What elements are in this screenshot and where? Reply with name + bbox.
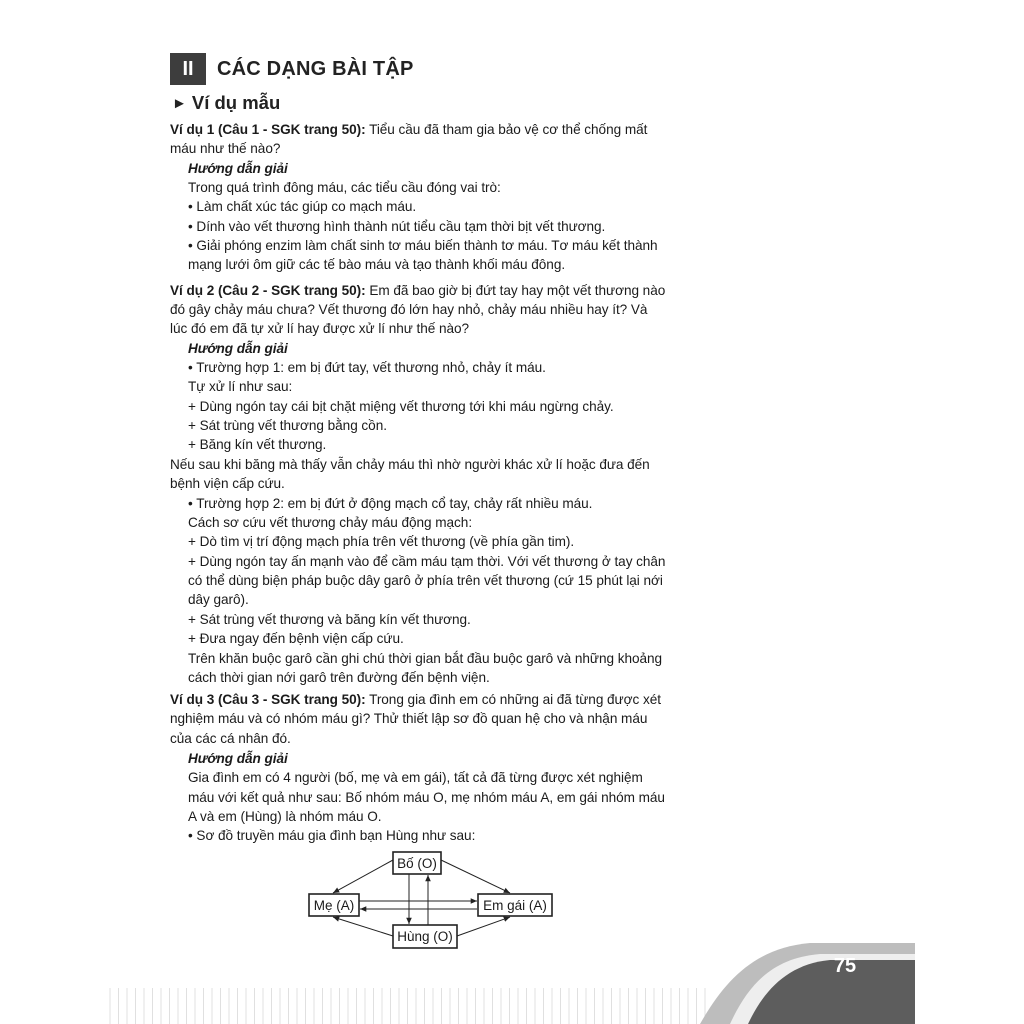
text-line bbox=[188, 668, 490, 688]
text-line bbox=[188, 178, 501, 198]
section-number-badge: II bbox=[170, 53, 206, 85]
text-run: Trong quá trình đông máu, các tiểu cầu đóng vai trò: bbox=[188, 180, 501, 195]
solution-heading: Hướng dẫn giải bbox=[188, 341, 288, 356]
text-line bbox=[170, 690, 661, 710]
text-run: dây garô). bbox=[188, 592, 249, 607]
text-line bbox=[170, 474, 285, 494]
text-line bbox=[188, 807, 381, 827]
text-run: máu với kết quả như sau: Bố nhóm máu O, mẹ nhóm máu A, em gái nhóm máu bbox=[188, 790, 665, 805]
text-line bbox=[170, 300, 647, 320]
text-run: + Sát trùng vết thương bằng cồn. bbox=[188, 418, 387, 433]
arrow-hung-emgai bbox=[457, 917, 510, 936]
text-line bbox=[188, 768, 643, 788]
text-run: máu như thế nào? bbox=[170, 141, 281, 156]
text-line bbox=[188, 494, 592, 514]
text-run: Nếu sau khi băng mà thấy vẫn chảy máu thì nhờ người khác xử lí hoặc đưa đến bbox=[170, 457, 650, 472]
text-run: + Dò tìm vị trí động mạch phía trên vết thương (về phía gần tim). bbox=[188, 534, 575, 549]
text-line bbox=[188, 649, 662, 669]
text-line bbox=[188, 571, 663, 591]
text-run: Tiểu cầu đã tham gia bảo vệ cơ thể chống mất bbox=[365, 122, 648, 137]
triangle-marker-icon: ► bbox=[172, 95, 187, 112]
text-run: có thể dùng biện pháp buộc dây garô ở phía trên vết thương (cứ 15 phút lại nới bbox=[188, 573, 663, 588]
text-line bbox=[170, 139, 280, 159]
text-run: • Sơ đồ truyền máu gia đình bạn Hùng như sau: bbox=[188, 828, 476, 843]
text-line bbox=[170, 281, 665, 301]
text-line bbox=[170, 729, 291, 749]
node-emgai: Em gái (A) bbox=[483, 898, 547, 913]
text-run: nghiệm máu và có nhóm máu gì? Thử thiết lập sơ đồ quan hệ cho và nhận máu bbox=[170, 711, 648, 726]
text-run: Em đã bao giờ bị đứt tay hay một vết thương nào bbox=[365, 283, 666, 298]
text-run: đó gây chảy máu chưa? Vết thương đó lớn hay nhỏ, chảy máu nhiều hay ít? Và bbox=[170, 302, 648, 317]
text-line bbox=[188, 590, 249, 610]
text-run: • Làm chất xúc tác giúp co mạch máu. bbox=[188, 199, 417, 214]
text-line bbox=[188, 217, 605, 237]
page-corner-decoration bbox=[700, 940, 915, 1024]
node-me: Mẹ (A) bbox=[313, 898, 355, 913]
text-line bbox=[188, 629, 404, 649]
text-run: Tự xử lí như sau: bbox=[188, 379, 293, 394]
text-line bbox=[170, 709, 647, 729]
text-line bbox=[188, 749, 288, 769]
text-run: của các cá nhân đó. bbox=[170, 731, 291, 746]
text-run: + Đưa ngay đến bệnh viện cấp cứu. bbox=[188, 631, 404, 646]
node-hung: Hùng (O) bbox=[397, 929, 453, 944]
example-label: Ví dụ 3 (Câu 3 - SGK trang 50): bbox=[170, 692, 366, 707]
node-bo: Bố (O) bbox=[397, 856, 437, 871]
section-heading bbox=[170, 52, 414, 86]
text-run: A và em (Hùng) là nhóm máu O. bbox=[188, 809, 382, 824]
text-run: Trên khăn buộc garô cần ghi chú thời gian bắt đầu buộc garô và những khoảng bbox=[188, 651, 663, 666]
text-line bbox=[188, 513, 472, 533]
subheading-text: Ví dụ mẫu bbox=[191, 92, 281, 113]
text-run: • Trường hợp 2: em bị đứt ở động mạch cổ tay, chảy rất nhiều máu. bbox=[188, 496, 593, 511]
text-line bbox=[170, 319, 469, 339]
text-line bbox=[188, 788, 665, 808]
text-run: lúc đó em đã tự xử lí hay được xử lí như thế nào? bbox=[170, 321, 470, 336]
text-line bbox=[188, 358, 546, 378]
solution-heading: Hướng dẫn giải bbox=[188, 161, 288, 176]
text-run: + Dùng ngón tay ấn mạnh vào để cầm máu tạm thời. Với vết thương ở tay chân bbox=[188, 554, 666, 569]
text-line bbox=[188, 826, 475, 846]
text-run: Gia đình em có 4 người (bố, mẹ và em gái), tất cả đã từng được xét nghiệm bbox=[188, 770, 643, 785]
section-title: CÁC DẠNG BÀI TẬP bbox=[217, 57, 414, 80]
text-run: • Dính vào vết thương hình thành nút tiểu cầu tạm thời bịt vết thương. bbox=[188, 219, 606, 234]
text-run: Cách sơ cứu vết thương chảy máu động mạch: bbox=[188, 515, 473, 530]
text-run: + Băng kín vết thương. bbox=[188, 437, 327, 452]
text-line bbox=[188, 610, 471, 630]
text-line bbox=[188, 435, 326, 455]
text-line bbox=[188, 339, 288, 359]
text-line bbox=[188, 255, 565, 275]
text-run: mạng lưới ôm giữ các tế bào máu và tạo thành khối máu đông. bbox=[188, 257, 566, 272]
text-run: • Giải phóng enzim làm chất sinh tơ máu biến thành tơ máu. Tơ máu kết thành bbox=[188, 238, 658, 253]
text-line bbox=[188, 532, 574, 552]
arrow-bo-emgai bbox=[441, 860, 510, 893]
text-run: cách thời gian nới garô trên đường đến bệnh viện. bbox=[188, 670, 490, 685]
arrow-hung-me bbox=[333, 917, 393, 936]
solution-heading: Hướng dẫn giải bbox=[188, 751, 288, 766]
subheading bbox=[172, 92, 280, 114]
bottom-tick-marks bbox=[108, 988, 708, 1024]
page-number: 75 bbox=[833, 955, 857, 977]
text-line bbox=[188, 552, 665, 572]
text-line bbox=[188, 397, 614, 417]
arrow-bo-me bbox=[333, 860, 393, 893]
text-line bbox=[188, 197, 416, 217]
text-run: bệnh viện cấp cứu. bbox=[170, 476, 285, 491]
text-line bbox=[188, 377, 292, 397]
text-run: + Dùng ngón tay cái bịt chặt miệng vết thương tới khi máu ngừng chảy. bbox=[188, 399, 614, 414]
text-run: + Sát trùng vết thương và băng kín vết thương. bbox=[188, 612, 471, 627]
text-line bbox=[170, 120, 647, 140]
example-label: Ví dụ 1 (Câu 1 - SGK trang 50): bbox=[170, 122, 366, 137]
text-line bbox=[188, 236, 658, 256]
text-run: Trong gia đình em có những ai đã từng được xét bbox=[365, 692, 661, 707]
text-line bbox=[188, 416, 387, 436]
blood-transfusion-diagram bbox=[305, 850, 560, 955]
text-line bbox=[170, 455, 650, 475]
text-run: • Trường hợp 1: em bị đứt tay, vết thương nhỏ, chảy ít máu. bbox=[188, 360, 546, 375]
text-line bbox=[188, 159, 288, 179]
example-label: Ví dụ 2 (Câu 2 - SGK trang 50): bbox=[170, 283, 366, 298]
